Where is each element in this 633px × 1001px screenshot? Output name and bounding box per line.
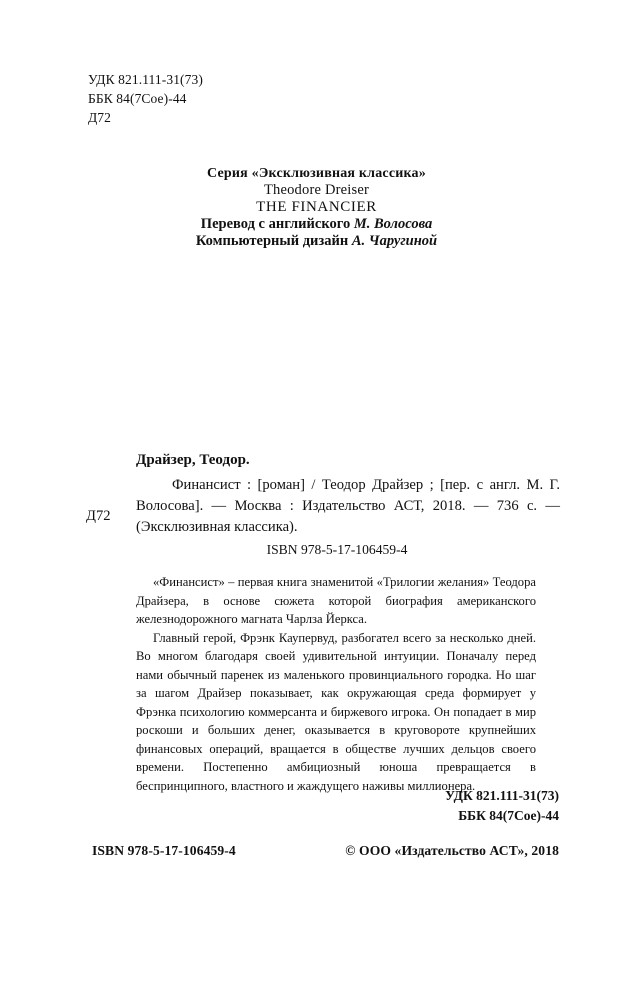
record-author: Драйзер, Теодор. xyxy=(136,452,250,468)
udk-code: УДК 821.111-31(73) xyxy=(88,72,203,87)
translation-credit xyxy=(0,216,633,233)
record-description: Финансист : [роман] / Теодор Драйзер ; [пер. с англ. М. Г. Волосова]. — Москва : Издательство АСТ, 2018. — 736 с. — (Эксклюзивная классика). xyxy=(136,477,560,535)
record-description-wrapper xyxy=(86,475,560,538)
page-footer xyxy=(92,843,559,859)
annotation-paragraph-2: Главный герой, Фрэнк Каупервуд, разбогател всего за несколько дней. Во многом благодаря своей удивительной интуиции. Поначалу перед нами обычный паренек из маленького провинциального городка. Но шаг за шагом Драйзер показывает, как окружающая среда формирует у Фрэнка психологию коммерсанта и биржевого игрока. Он попадает в мир роскоши и больших денег, оказывается в круговороте крупнейших финансовых операций, вращается в обществе лучших дельцов своего времени. Постепенно амбициозный юноша превращается в беспринципного, властного и жаждущего наживы миллионера. xyxy=(136,630,536,793)
design-credit xyxy=(0,233,633,250)
author-name-original: Theodore Dreiser xyxy=(263,182,370,198)
bibliographic-record xyxy=(86,452,560,558)
translation-credit-prefix: Перевод с английского xyxy=(200,216,354,232)
design-credit-prefix: Компьютерный дизайн xyxy=(195,233,352,249)
record-isbn: ISBN 978-5-17-106459-4 xyxy=(266,541,408,557)
series-name: Серия «Эксклюзивная классика» xyxy=(207,166,426,181)
credits-block xyxy=(0,166,633,250)
author-sign-code: Д72 xyxy=(88,110,112,126)
footer-copyright: © ООО «Издательство АСТ», 2018 xyxy=(345,843,559,858)
annotation-paragraph-1: «Финансист» – первая книга знаменитой «Трилогии желания» Теодора Драйзера, в основе сюжета которой биография американского железнодорожного магната Чарлза Йеркса. xyxy=(136,575,536,626)
classification-block-bottom xyxy=(445,786,559,825)
translator-name: М. Волосова xyxy=(353,216,433,232)
record-sigla: Д72 xyxy=(86,508,111,524)
footer-isbn: ISBN 978-5-17-106459-4 xyxy=(92,843,236,858)
bbk-code: ББК 84(7Сое)-44 xyxy=(88,91,187,107)
annotation-block xyxy=(136,573,536,795)
designer-name: А. Чаругиной xyxy=(351,233,438,249)
classification-block xyxy=(88,70,203,127)
title-original: THE FINANCIER xyxy=(256,199,377,215)
bbk-code-bottom: ББК 84(7Сое)-44 xyxy=(458,807,559,823)
udk-code-bottom: УДК 821.111-31(73) xyxy=(445,788,559,803)
